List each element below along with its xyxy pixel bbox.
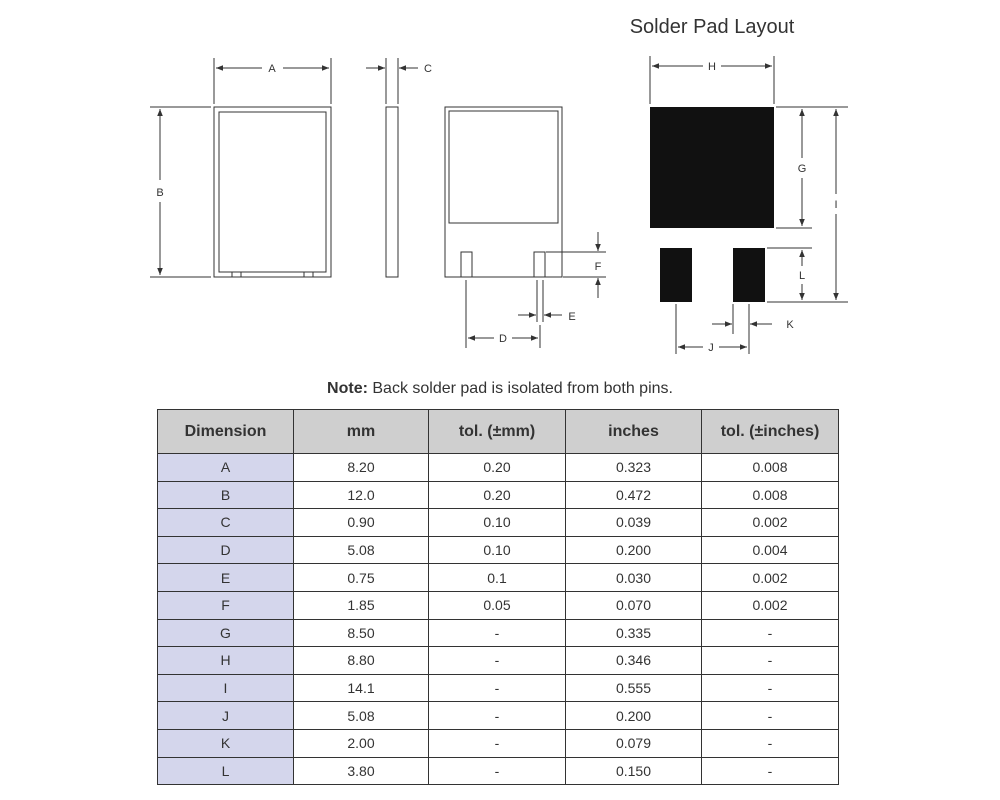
front-body-inner — [219, 112, 326, 272]
dim-label-b: B — [156, 187, 164, 199]
cell-dimension: F — [158, 591, 294, 619]
dim-label-e: E — [568, 311, 576, 323]
cell-inches: 0.335 — [566, 619, 702, 647]
cell-mm: 5.08 — [294, 702, 429, 730]
cell-dimension: H — [158, 647, 294, 675]
table-row — [158, 757, 839, 785]
table-row — [158, 454, 839, 482]
dim-label-a: A — [268, 63, 276, 75]
cell-dimension: K — [158, 729, 294, 757]
solder-pad-right — [733, 248, 765, 302]
cell-mm: 8.50 — [294, 619, 429, 647]
cell-tol-inches: 0.002 — [702, 564, 839, 592]
note-text: Back solder pad is isolated from both pins. — [367, 380, 673, 397]
cell-inches: 0.079 — [566, 729, 702, 757]
cell-mm: 5.08 — [294, 536, 429, 564]
cell-inches: 0.555 — [566, 674, 702, 702]
table-row — [158, 674, 839, 702]
dim-label-d: D — [499, 333, 507, 345]
side-body — [386, 107, 398, 277]
header-tol-inches: tol. (±inches) — [702, 410, 839, 454]
cell-dimension: I — [158, 674, 294, 702]
cell-tol-inches: - — [702, 702, 839, 730]
table-row — [158, 509, 839, 537]
cell-tol-inches: 0.002 — [702, 591, 839, 619]
cell-tol-inches: 0.008 — [702, 481, 839, 509]
cell-tol-inches: - — [702, 729, 839, 757]
cell-inches: 0.200 — [566, 702, 702, 730]
cell-dimension: D — [158, 536, 294, 564]
cell-mm: 12.0 — [294, 481, 429, 509]
cell-dimension: A — [158, 454, 294, 482]
cell-mm: 14.1 — [294, 674, 429, 702]
cell-tol-mm: - — [429, 619, 566, 647]
cell-inches: 0.472 — [566, 481, 702, 509]
cell-inches: 0.150 — [566, 757, 702, 785]
dim-label-h: H — [708, 61, 716, 73]
cell-inches: 0.200 — [566, 536, 702, 564]
front-tab-right — [304, 272, 313, 277]
cell-tol-mm: 0.05 — [429, 591, 566, 619]
cell-tol-mm: 0.20 — [429, 481, 566, 509]
header-inches: inches — [566, 410, 702, 454]
back-body-inner — [449, 111, 558, 223]
cell-mm: 8.80 — [294, 647, 429, 675]
back-pin-left — [461, 252, 472, 277]
table-row — [158, 647, 839, 675]
cell-tol-mm: 0.10 — [429, 536, 566, 564]
cell-inches: 0.323 — [566, 454, 702, 482]
note-prefix: Note: — [327, 380, 368, 397]
diagram-title: Solder Pad Layout — [629, 16, 795, 38]
front-body-outline — [214, 107, 331, 277]
table-row — [158, 591, 839, 619]
cell-mm: 8.20 — [294, 454, 429, 482]
table-row — [158, 481, 839, 509]
cell-inches: 0.346 — [566, 647, 702, 675]
table-row — [158, 536, 839, 564]
table-row — [158, 702, 839, 730]
front-view — [214, 107, 331, 277]
cell-tol-mm: 0.10 — [429, 509, 566, 537]
cell-tol-mm: 0.20 — [429, 454, 566, 482]
table-row — [158, 729, 839, 757]
cell-dimension: L — [158, 757, 294, 785]
cell-mm: 3.80 — [294, 757, 429, 785]
cell-mm: 0.90 — [294, 509, 429, 537]
dimension-table — [157, 409, 839, 785]
cell-inches: 0.030 — [566, 564, 702, 592]
cell-dimension: G — [158, 619, 294, 647]
cell-tol-inches: 0.002 — [702, 509, 839, 537]
cell-tol-mm: - — [429, 702, 566, 730]
cell-dimension: B — [158, 481, 294, 509]
side-view — [386, 107, 398, 277]
dim-label-k: K — [786, 319, 794, 331]
cell-mm: 0.75 — [294, 564, 429, 592]
cell-tol-mm: - — [429, 757, 566, 785]
solder-pad-layout — [650, 107, 774, 302]
dim-label-i: I — [834, 199, 838, 211]
cell-inches: 0.039 — [566, 509, 702, 537]
package-drawing — [0, 0, 1000, 380]
cell-dimension: E — [158, 564, 294, 592]
cell-tol-mm: - — [429, 647, 566, 675]
solder-pad-left — [660, 248, 692, 302]
cell-tol-inches: 0.004 — [702, 536, 839, 564]
cell-tol-inches: - — [702, 647, 839, 675]
table-row — [158, 619, 839, 647]
front-tab-left — [232, 272, 241, 277]
dim-label-f: F — [594, 261, 602, 273]
cell-tol-inches: 0.008 — [702, 454, 839, 482]
header-tol-mm: tol. (±mm) — [429, 410, 566, 454]
cell-tol-mm: - — [429, 674, 566, 702]
cell-dimension: J — [158, 702, 294, 730]
back-view — [445, 107, 562, 277]
back-pin-right — [534, 252, 545, 277]
dim-c — [366, 58, 418, 104]
dim-label-l: L — [798, 270, 806, 282]
cell-tol-inches: - — [702, 674, 839, 702]
header-mm: mm — [294, 410, 429, 454]
header-dimension: Dimension — [158, 410, 294, 454]
cell-tol-inches: - — [702, 619, 839, 647]
note — [0, 380, 1000, 398]
table-row — [158, 564, 839, 592]
cell-mm: 2.00 — [294, 729, 429, 757]
cell-dimension: C — [158, 509, 294, 537]
dim-e — [518, 280, 562, 322]
cell-inches: 0.070 — [566, 591, 702, 619]
table-header-row — [158, 410, 839, 454]
dim-label-g: G — [797, 163, 807, 175]
cell-tol-mm: 0.1 — [429, 564, 566, 592]
cell-mm: 1.85 — [294, 591, 429, 619]
cell-tol-inches: - — [702, 757, 839, 785]
solder-pad-main — [650, 107, 774, 228]
dim-label-c: C — [424, 63, 432, 75]
dim-label-j: J — [708, 342, 714, 354]
cell-tol-mm: - — [429, 729, 566, 757]
